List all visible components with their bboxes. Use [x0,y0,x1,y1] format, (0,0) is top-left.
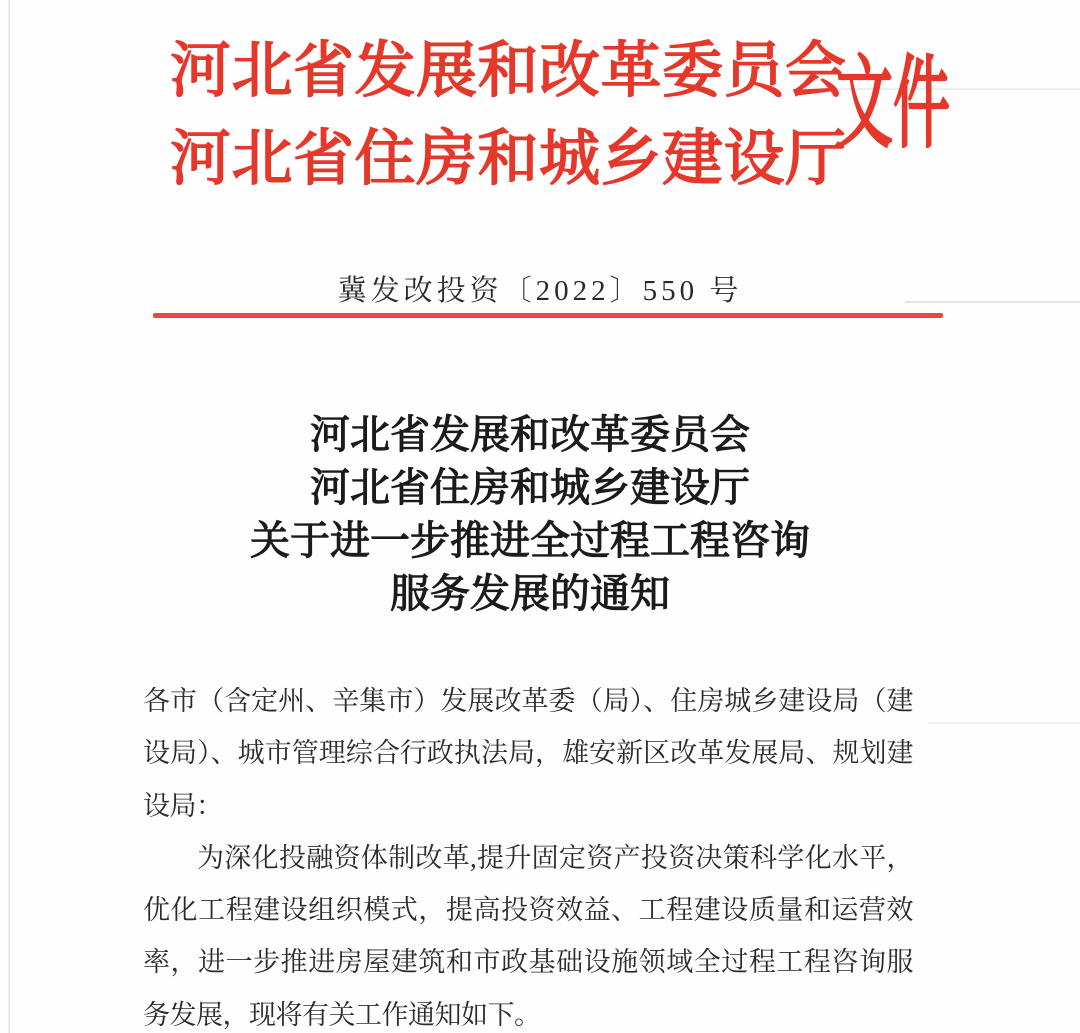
scan-line-artifact-body [928,722,1080,724]
letterhead-org-line-2: 河北省住房和城乡建设厅 [170,126,846,193]
document-title [0,408,1060,620]
body-line-7: 务发展，现将有关工作通知如下。 [143,999,541,1030]
body-line-4: 为深化投融资体制改革,提升固定资产投资决策科学化水平， [197,842,913,873]
title-line-4: 服务发展的通知 [390,571,670,616]
body-text [143,675,913,1033]
title-line-2: 河北省住房和城乡建设厅 [310,465,750,510]
letterhead-doc-label: 文件 [836,49,950,162]
red-divider-line [153,313,943,318]
title-line-3: 关于进一步推进全过程工程咨询 [250,518,810,563]
letterhead [170,28,846,204]
body-line-3: 设局： [143,790,223,821]
body-line-5: 优化工程建设组织模式，提高投资效益、工程建设质量和运营效 [143,895,913,926]
body-line-6: 率，进一步推进房屋建筑和市政基础设施领域全过程工程咨询服 [143,947,913,978]
doc-number: 冀发改投资〔2022〕550 号 [337,275,743,307]
letterhead-org-line-1: 河北省发展和改革委员会 [170,38,846,105]
title-line-1: 河北省发展和改革委员会 [310,412,750,457]
body-line-1: 各市（含定州、辛集市）发展改革委（局）、住房城乡建设局（建 [143,686,913,716]
body-line-2: 设局）、城市管理综合行政执法局，雄安新区改革发展局、规划建 [143,738,913,769]
